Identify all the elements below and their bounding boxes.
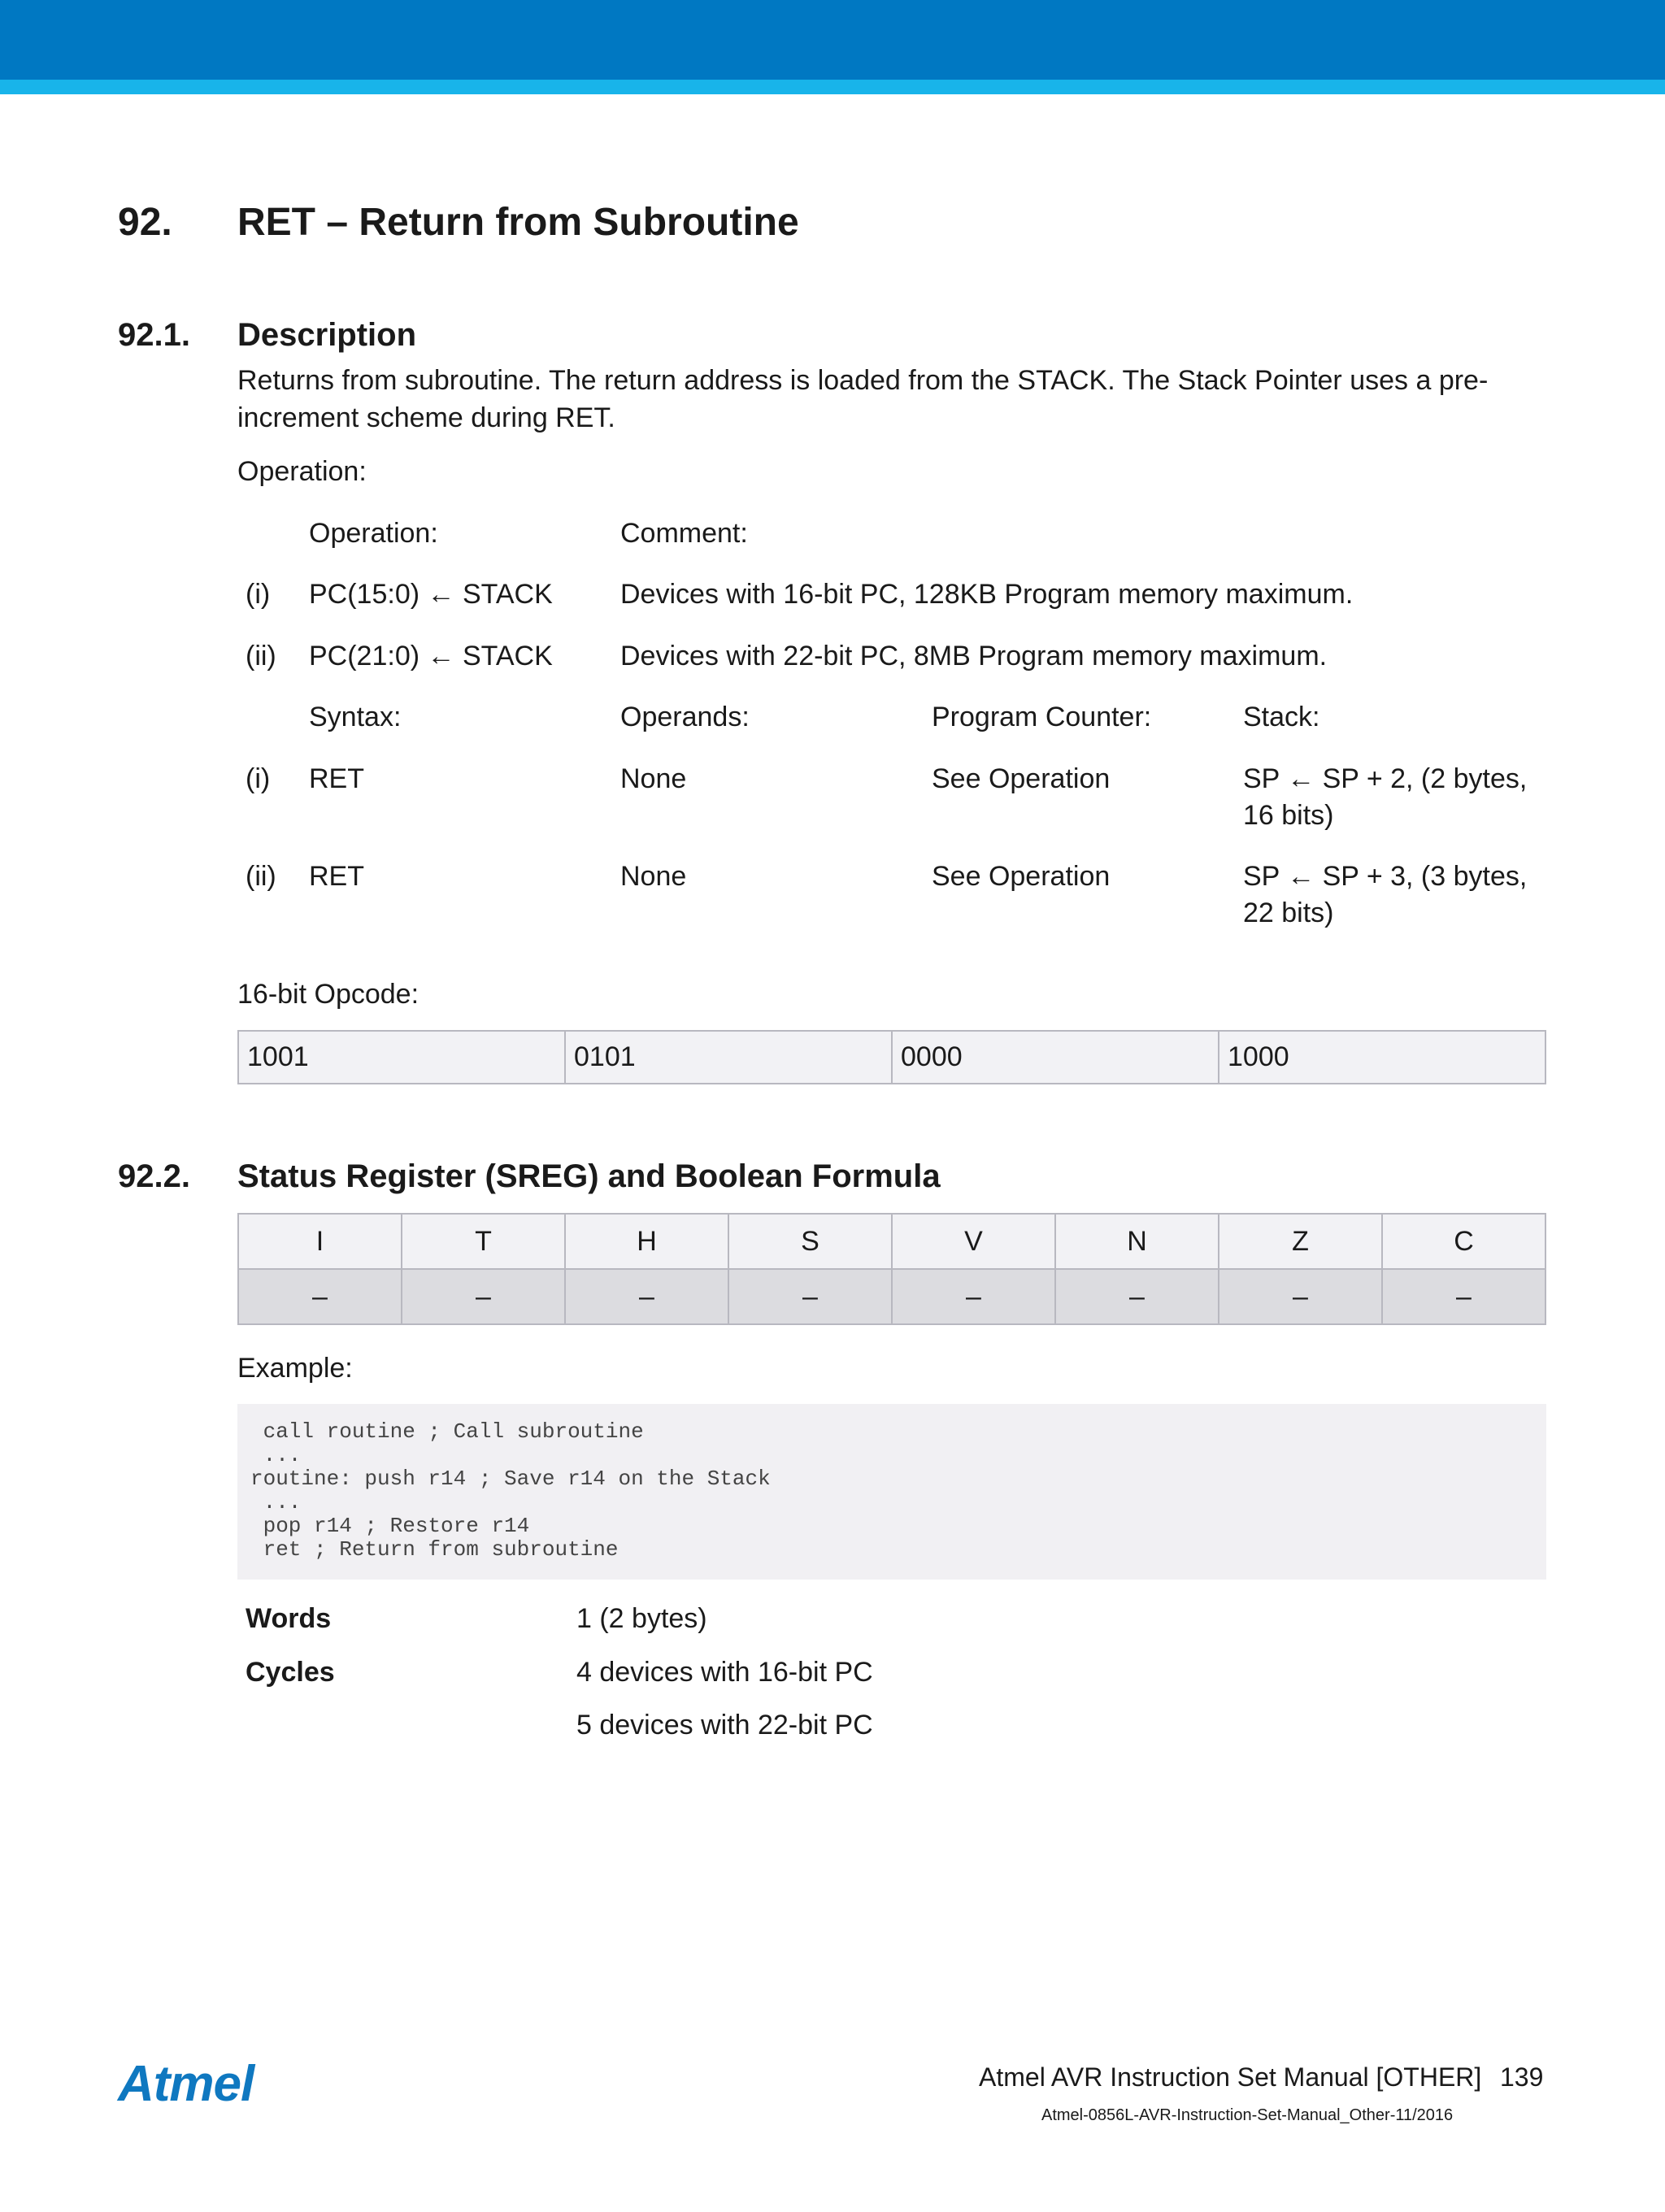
atmel-logo: Atmel (118, 2056, 254, 2112)
operation-row-comment: Devices with 22-bit PC, 8MB Program memory maximum. (620, 641, 1328, 671)
syntax-row-stack: SP ← SP + 2, (2 bytes, (1243, 763, 1528, 794)
syntax-row-operands: None (620, 763, 687, 794)
code-line: ... (250, 1490, 302, 1515)
syntax-row-program-counter: See Operation (932, 763, 1111, 794)
sreg-flag-value: – (728, 1269, 892, 1324)
footer-doc-id: Atmel-0856L-AVR-Instruction-Set-Manual_Other-11/2016 (1041, 2106, 1454, 2124)
syntax-row-syntax: RET (309, 763, 364, 794)
syntax-row-index: (ii) (246, 861, 276, 892)
header-bar (0, 0, 1665, 80)
sreg-table (237, 1213, 1546, 1325)
opcode-cell: 0000 (892, 1031, 1219, 1084)
example-label: Example: (237, 1353, 353, 1384)
opcode-table (237, 1030, 1546, 1084)
syntax-row-syntax: RET (309, 861, 364, 892)
cycles-label: Cycles (246, 1657, 335, 1688)
code-line: ret ; Return from subroutine (250, 1537, 619, 1562)
words-label: Words (246, 1603, 332, 1634)
operation-row-index: (ii) (246, 641, 276, 671)
operation-label: Operation: (237, 456, 367, 487)
words-value: 1 (2 bytes) (576, 1603, 707, 1634)
footer-manual-title: Atmel AVR Instruction Set Manual [OTHER] (979, 2062, 1482, 2092)
opcode-cell: 1001 (238, 1031, 565, 1084)
sreg-flag-value: – (238, 1269, 402, 1324)
sreg-flag-header: Z (1219, 1214, 1382, 1269)
section-number: 92. (118, 201, 172, 244)
sreg-flag-header: I (238, 1214, 402, 1269)
sreg-flag-header: T (402, 1214, 565, 1269)
code-line: pop r14 ; Restore r14 (250, 1514, 530, 1538)
subsection-title: Status Register (SREG) and Boolean Formula (237, 1158, 941, 1194)
operation-row-index: (i) (246, 579, 271, 610)
operation-column-header: Operation: (309, 518, 438, 549)
sreg-flag-header: S (728, 1214, 892, 1269)
section-title: RET – Return from Subroutine (237, 201, 799, 244)
operands-column-header: Operands: (620, 702, 750, 732)
sreg-flag-header: C (1382, 1214, 1545, 1269)
code-line: ... (250, 1443, 302, 1467)
sreg-flag-value: – (402, 1269, 565, 1324)
syntax-column-header: Syntax: (309, 702, 402, 732)
stack-column-header: Stack: (1243, 702, 1320, 732)
cycles-value: 4 devices with 16-bit PC (576, 1657, 873, 1688)
cycles-value: 5 devices with 22-bit PC (576, 1710, 873, 1740)
subsection-title: Description (237, 317, 417, 353)
subsection-number: 92.2. (118, 1158, 190, 1194)
opcode-cell: 1000 (1219, 1031, 1545, 1084)
syntax-row-index: (i) (246, 763, 271, 794)
code-line: call routine ; Call subroutine (250, 1419, 644, 1444)
page-number: 139 (1500, 2062, 1544, 2092)
code-line: routine: push r14 ; Save r14 on the Stack (250, 1467, 771, 1491)
syntax-row-stack: SP ← SP + 3, (3 bytes, (1243, 861, 1528, 892)
sreg-flag-header: V (892, 1214, 1055, 1269)
syntax-row-stack: 22 bits) (1243, 897, 1334, 928)
sreg-flag-value: – (565, 1269, 728, 1324)
code-example (237, 1404, 1546, 1580)
sreg-flag-header: H (565, 1214, 728, 1269)
syntax-row-stack: 16 bits) (1243, 800, 1334, 831)
header-accent-stripe (0, 80, 1665, 94)
comment-column-header: Comment: (620, 518, 748, 549)
opcode-label: 16-bit Opcode: (237, 979, 420, 1010)
sreg-flag-value: – (1055, 1269, 1219, 1324)
opcode-cell: 0101 (565, 1031, 892, 1084)
syntax-row-program-counter: See Operation (932, 861, 1111, 892)
operation-row-comment: Devices with 16-bit PC, 128KB Program memory maximum. (620, 579, 1354, 610)
description-paragraph: Returns from subroutine. The return address is loaded from the STACK. The Stack Pointer uses a pre-increment scheme during RET. (237, 365, 1489, 433)
operation-row-operation: PC(21:0) ← STACK (309, 641, 553, 671)
sreg-flag-value: – (892, 1269, 1055, 1324)
subsection-number: 92.1. (118, 317, 190, 353)
sreg-flag-value: – (1382, 1269, 1545, 1324)
program-counter-column-header: Program Counter: (932, 702, 1152, 732)
sreg-flag-header: N (1055, 1214, 1219, 1269)
sreg-flag-value: – (1219, 1269, 1382, 1324)
syntax-row-operands: None (620, 861, 687, 892)
operation-row-operation: PC(15:0) ← STACK (309, 579, 553, 610)
